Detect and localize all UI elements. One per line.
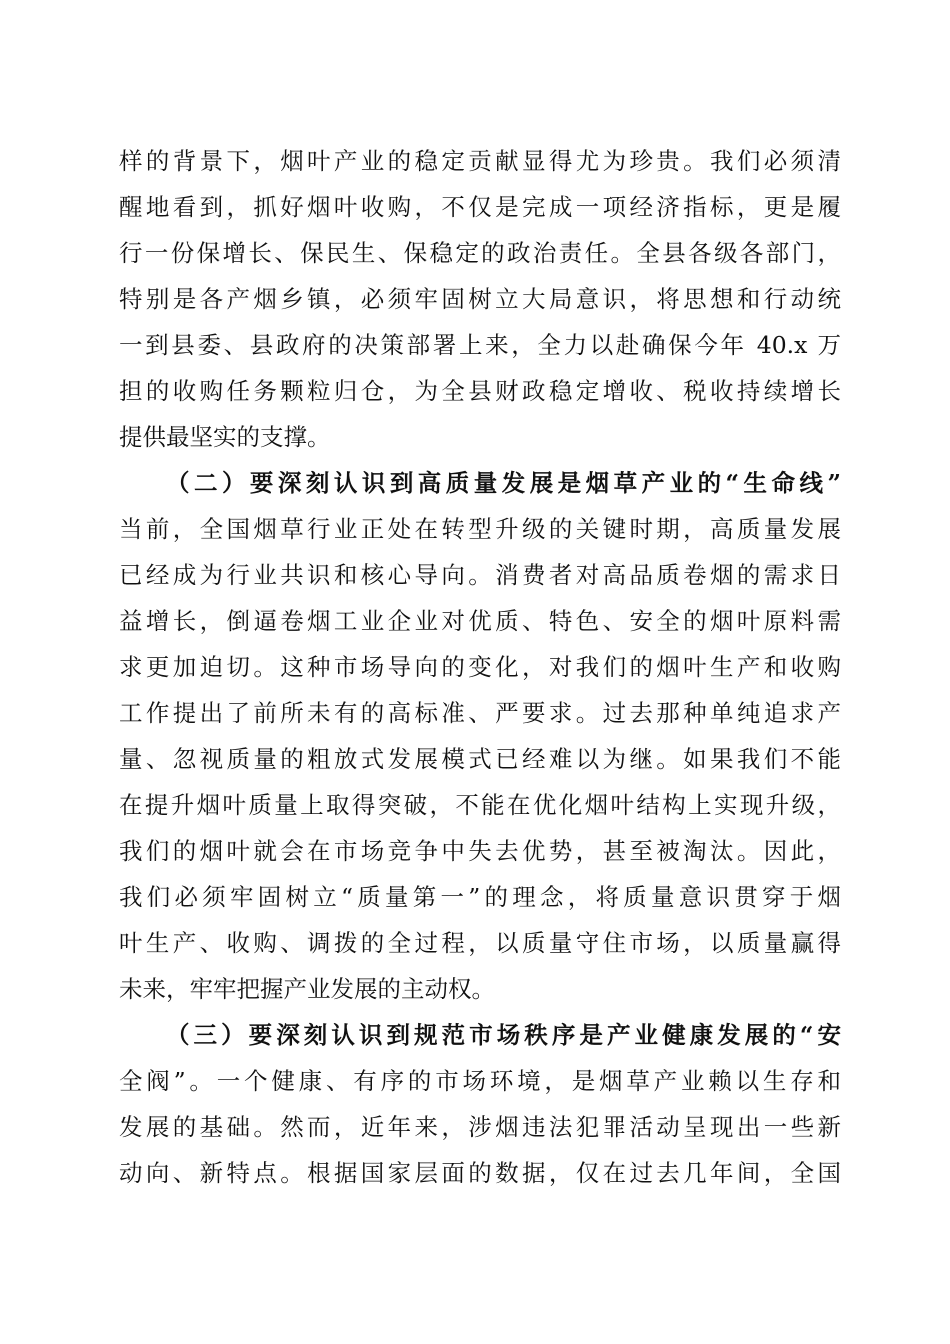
- text-line: 全阀”。一个健康、有序的市场环境，是烟草产业赖以生存和: [119, 1067, 841, 1095]
- text-line: 醒地看到，抓好烟叶收购，不仅是完成一项经济指标，更是履: [119, 193, 841, 221]
- text-line: 未来，牢牢把握产业发展的主动权。: [119, 975, 495, 1003]
- text-line: 已经成为行业共识和核心导向。消费者对高品质卷烟的需求日: [119, 561, 841, 589]
- text-line: 样的背景下，烟叶产业的稳定贡献显得尤为珍贵。我们必须清: [119, 147, 841, 175]
- text-line: 行一份保增长、保民生、保稳定的政治责任。全县各级各部门，: [119, 239, 841, 267]
- text-line: 叶生产、收购、调拨的全过程，以质量守住市场，以质量赢得: [119, 929, 841, 957]
- text-line: 发展的基础。然而，近年来，涉烟违法犯罪活动呈现出一些新: [119, 1113, 841, 1141]
- text-line: 益增长，倒逼卷烟工业企业对优质、特色、安全的烟叶原料需: [119, 607, 841, 635]
- text-line: 我们必须牢固树立“质量第一”的理念，将质量意识贯穿于烟: [119, 883, 841, 911]
- text-line: 求更加迫切。这种市场导向的变化，对我们的烟叶生产和收购: [119, 653, 841, 681]
- section-heading: （二）要深刻认识到高质量发展是烟草产业的“生命线”: [166, 469, 841, 497]
- text-line: 动向、新特点。根据国家层面的数据，仅在过去几年间，全国: [119, 1159, 841, 1187]
- text-line: 当前，全国烟草行业正处在转型升级的关键时期，高质量发展: [119, 515, 841, 543]
- text-line: 担的收购任务颗粒归仓，为全县财政稳定增收、税收持续增长: [119, 377, 841, 405]
- text-line: 量、忽视质量的粗放式发展模式已经难以为继。如果我们不能: [119, 745, 841, 773]
- text-line: 一到县委、县政府的决策部署上来，全力以赴确保今年 40.x 万: [119, 331, 841, 359]
- text-line: 特别是各产烟乡镇，必须牢固树立大局意识，将思想和行动统: [119, 285, 841, 313]
- text-line: 在提升烟叶质量上取得突破，不能在优化烟叶结构上实现升级，: [119, 791, 841, 819]
- section-heading: （三）要深刻认识到规范市场秩序是产业健康发展的“安: [166, 1021, 841, 1049]
- text-line: 我们的烟叶就会在市场竞争中失去优势，甚至被淘汰。因此，: [119, 837, 841, 865]
- text-line: 工作提出了前所未有的高标准、严要求。过去那种单纯追求产: [119, 699, 841, 727]
- text-line: 提供最坚实的支撑。: [119, 423, 331, 451]
